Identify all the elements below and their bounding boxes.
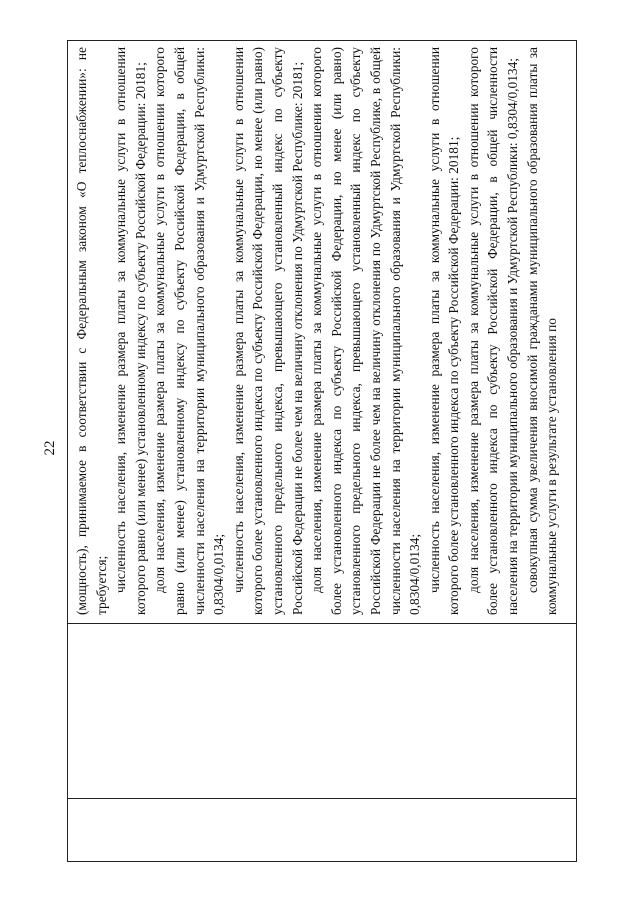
table-column-divider-left xyxy=(68,798,576,799)
paragraph: численность населения, изменение размера платы за коммунальные услуги в отношении которого более установленного индекса по субъекту Российской Федерации: 20181; xyxy=(426,47,462,615)
paragraph: доля населения, изменение размера платы за коммунальные услуги в отношении которого более установленного индекса по субъекту Российской Федерации, но менее (или равно) установленного предельного индекса, превышающего установленный индекс по субъекту Российской Федерации не более чем на величину отклонения по Удмуртской Республике, в общей численности населения на территории муниципального образования и Удмуртской Республики: 0,8304/0,0134; xyxy=(309,47,423,615)
paragraph: численность населения, изменение размера платы за коммунальные услуги в отношении которого более установленного индекса по субъекту Российской Федерации, но менее (или равно) установленного предельного индекса, превышающего установленный индекс по субъекту Российской Федерации не более чем на величину отклонения по Удмуртской Республике: 20181; xyxy=(230,47,305,615)
paragraph: численность населения, изменение размера платы за коммунальные услуги в отношении которого равно (или менее) установленному индексу по субъекту Российской Федерации: 20181; xyxy=(113,47,148,615)
paragraph: (мощность), принимаемое в соответствии с Федеральным законом «О теплоснабжении»: не требуется; xyxy=(74,47,109,615)
page-number: 22 xyxy=(42,440,58,456)
table-frame xyxy=(67,40,577,862)
table-text-cell xyxy=(70,41,576,621)
paragraph: совокупная сумма увеличения вносимой гражданами муниципального образования платы за коммунальные услуги в результате установления по xyxy=(524,47,560,615)
table-column-divider xyxy=(68,623,576,624)
paragraph: доля населения, изменение размера платы за коммунальные услуги в отношении которого более установленного индекса по субъекту Российской Федерации, в общей численности населения на территории муниципального образования и Удмуртской Республики: 0,8304/0,0134; xyxy=(465,47,521,615)
paragraph: доля населения, изменение размера платы за коммунальные услуги в отношении которого равно (или менее) установленному индексу по субъекту Российской Федерации, в общей численности населения на территории муниципального образования и Удмуртской Республики: 0,8304/0,0134; xyxy=(152,47,227,615)
